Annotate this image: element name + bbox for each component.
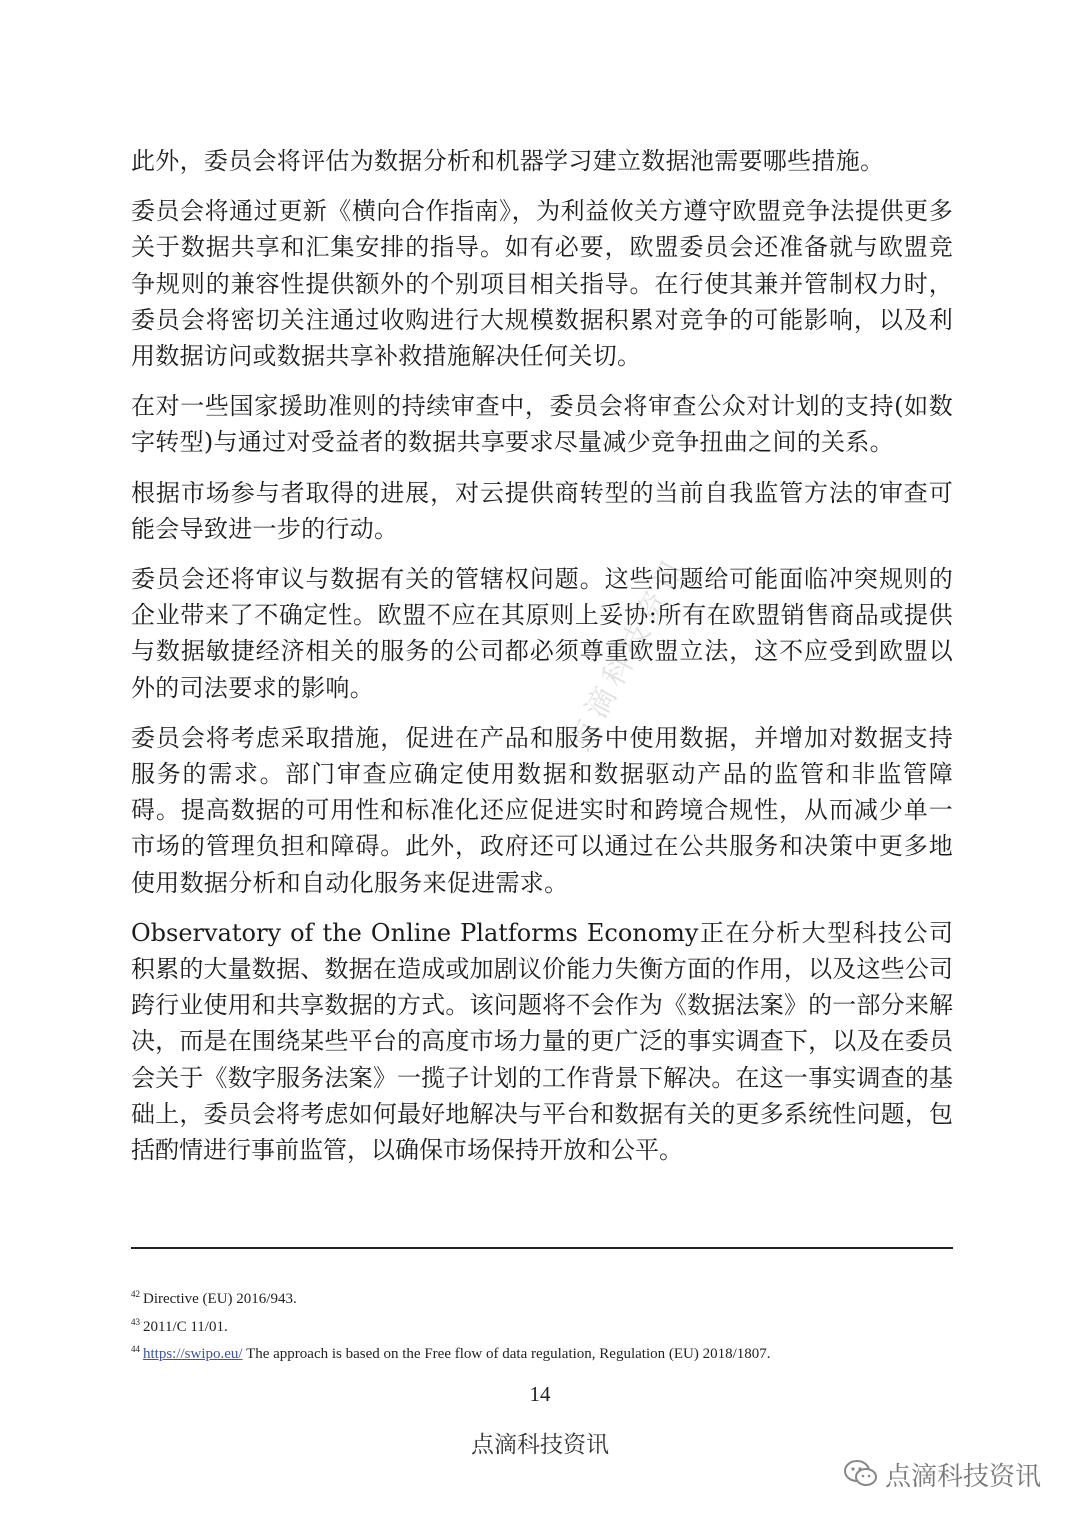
paragraph: 委员会将通过更新《横向合作指南》，为利益攸关方遵守欧盟竞争法提供更多关于数据共享和汇集安排的指导。如有必要，欧盟委员会还准备就与欧盟竞争规则的兼容性提供额外的个别项目相关指导。在行使其兼并管制权力时，委员会将密切关注通过收购进行大规模数据积累对竞争的可能影响，以及利用数据访问或数据共享补救措施解决任何关切。: [131, 197, 953, 371]
wechat-account-name: 点滴科技资讯: [885, 1461, 1042, 1492]
paragraph: Observatory of the Online Platforms Economy正在分析大型科技公司积累的大量数据、数据在造成或加剧议价能力失衡方面的作用，以及这些公司跨行业使用和共享数据的方式。该问题将不会作为《数据法案》的一部分来解决，而是在围绕某些平台的高度市场力量的更广泛的事实调查下，以及在委员会关于《数字服务法案》一揽子计划的工作背景下解决。在这一事实调查的基础上，委员会将考虑如何最好地解决与平台和数据有关的更多系统性问题，包括酌情进行事前监管，以确保市场保持开放和公平。: [131, 918, 953, 1165]
paragraph: 此外，委员会将评估为数据分析和机器学习建立数据池需要哪些措施。: [131, 147, 885, 175]
paragraph: 委员会还将审议与数据有关的管辖权问题。这些问题给可能面临冲突规则的企业带来了不确定性。欧盟不应在其原则上妥协:所有在欧盟销售商品或提供与数据敏捷经济相关的服务的公司都必须尊重欧盟立法，这不应受到欧盟以外的司法要求的影响。: [131, 565, 953, 702]
wechat-icon: [843, 1459, 879, 1489]
footnote: [131, 1311, 953, 1339]
paragraph: 根据市场参与者取得的进展，对云提供商转型的当前自我监管方法的审查可能会导致进一步的行动。: [131, 478, 953, 543]
footnote-text: Directive (EU) 2016/943.: [143, 1291, 297, 1307]
footnote-text: 2011/C 11/01.: [143, 1318, 228, 1335]
footnote-link[interactable]: https://swipo.eu/: [143, 1346, 243, 1362]
footnote-number: 43: [131, 1316, 140, 1327]
footnote: [131, 1338, 953, 1366]
watermark: 点滴科技资讯: [562, 549, 695, 757]
footnote-divider: [131, 1247, 953, 1249]
footnotes: [131, 1283, 953, 1366]
footnote: [131, 1283, 953, 1311]
footer-brand: 点滴科技资讯: [471, 1432, 609, 1458]
footnote-text: The approach is based on the Free flow of data regulation, Regulation (EU) 2018/1807.: [242, 1346, 771, 1362]
paragraph: 在对一些国家援助准则的持续审查中，委员会将审查公众对计划的支持(如数字转型)与通过对受益者的数据共享要求尽量减少竞争扭曲之间的关系。: [131, 392, 953, 457]
body-text: [131, 143, 953, 1182]
page-number: 14: [529, 1382, 551, 1406]
wechat-account-mark: [843, 1454, 1041, 1494]
paragraph: 委员会将考虑采取措施，促进在产品和服务中使用数据，并增加对数据支持服务的需求。部门审查应确定使用数据和数据驱动产品的监管和非监管障碍。提高数据的可用性和标准化还应促进实时和跨境合规性，从而减少单一市场的管理负担和障碍。此外，政府还可以通过在公共服务和决策中更多地使用数据分析和自动化服务来促进需求。: [131, 723, 953, 897]
footnote-number: 42: [131, 1289, 140, 1299]
footnote-number: 44: [131, 1344, 140, 1354]
